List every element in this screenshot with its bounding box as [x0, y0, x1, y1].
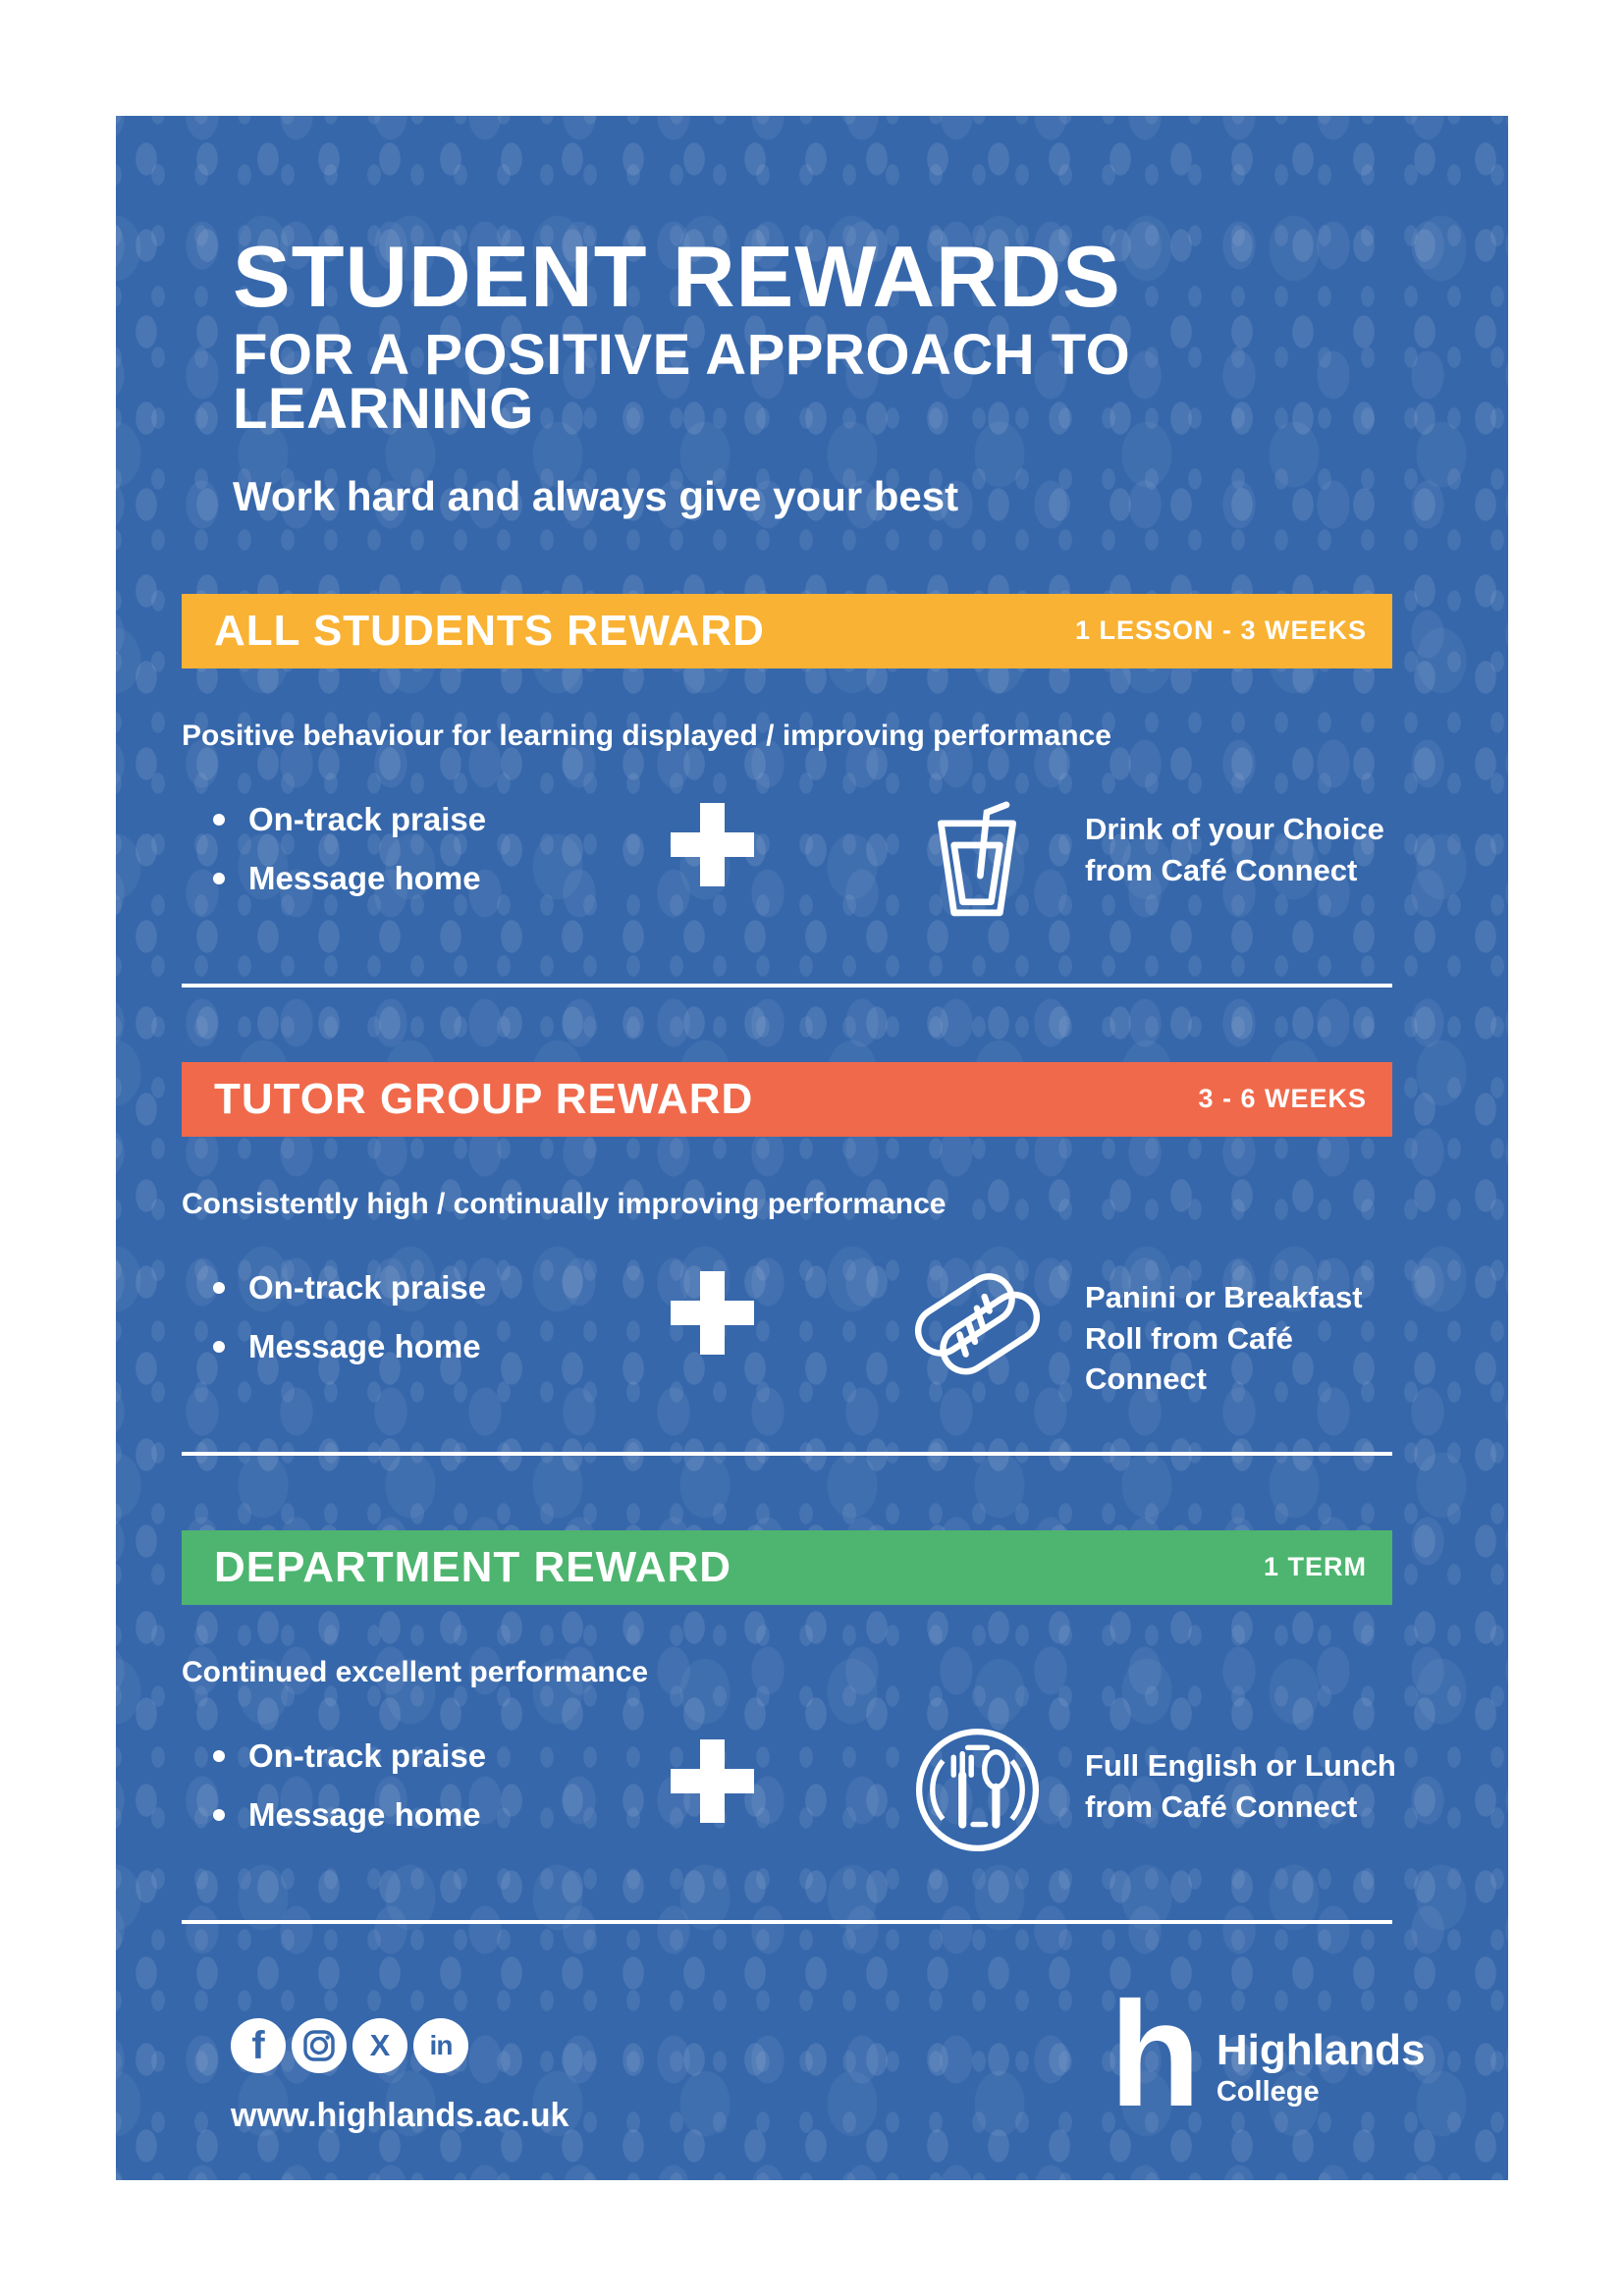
bullet-list	[182, 797, 506, 901]
banner-label: ALL STUDENTS REWARD	[214, 606, 765, 655]
bullet-item: On-track praise	[182, 1265, 506, 1310]
x-icon[interactable]	[352, 2018, 407, 2073]
page-title: STUDENT REWARDS	[233, 228, 1121, 325]
bullet-item: Message home	[182, 1324, 506, 1369]
section-description: Consistently high / continually improving performance	[182, 1187, 947, 1220]
highlands-college-logo	[1110, 1970, 1426, 2138]
poster-header	[233, 228, 1392, 519]
bullet-list	[182, 1265, 506, 1369]
facebook-icon[interactable]	[231, 2018, 286, 2073]
poster-footer	[182, 1970, 1426, 2138]
x-glyph: X	[369, 2028, 391, 2063]
reward-text: Panini or Breakfast Roll from Café Connect	[1085, 1279, 1363, 1397]
logo-subname: College	[1216, 2076, 1320, 2109]
section-description: Positive behaviour for learning displayed / improving performance	[182, 719, 1111, 752]
bullet-item: On-track praise	[182, 1734, 506, 1779]
student-rewards-poster	[116, 116, 1508, 2180]
bullet-list	[182, 1734, 506, 1838]
section-content-row	[182, 1265, 1392, 1413]
linkedin-glyph: in	[429, 2029, 453, 2060]
banner-department	[182, 1530, 1392, 1605]
section-divider	[182, 1452, 1392, 1456]
plus-icon	[614, 1265, 810, 1355]
drink-icon	[869, 787, 1085, 923]
banner-label: DEPARTMENT REWARD	[214, 1542, 732, 1591]
panini-icon	[869, 1255, 1085, 1391]
plate-icon	[869, 1724, 1085, 1856]
banner-tutor-group	[182, 1062, 1392, 1137]
reward-text: Full English or Lunch from Café Connect	[1085, 1747, 1396, 1824]
section-divider	[182, 984, 1392, 988]
instagram-icon[interactable]	[292, 2018, 347, 2073]
bullet-item: Message home	[182, 1792, 506, 1838]
banner-timeframe: 1 LESSON - 3 WEEKS	[1074, 615, 1367, 646]
facebook-glyph: f	[251, 2023, 265, 2067]
logo-text	[1216, 2026, 1426, 2112]
logo-name: Highlands	[1216, 2026, 1426, 2075]
bullet-item: Message home	[182, 856, 506, 901]
section-content-row	[182, 1734, 1396, 1881]
linkedin-icon[interactable]	[413, 2018, 468, 2073]
page-tagline: Work hard and always give your best	[233, 472, 959, 519]
reward-text: Drink of your Choice from Café Connect	[1085, 811, 1384, 887]
section-description: Continued excellent performance	[182, 1655, 649, 1688]
plus-icon	[614, 1734, 810, 1823]
section-content-row	[182, 797, 1392, 944]
bullet-item: On-track praise	[182, 797, 506, 842]
logo-h-mark: h	[1110, 1970, 1201, 2138]
page-subtitle: FOR A POSITIVE APPROACH TO LEARNING	[233, 322, 1131, 441]
banner-label: TUTOR GROUP REWARD	[214, 1074, 754, 1123]
website-link[interactable]: www.highlands.ac.uk	[231, 2096, 569, 2134]
banner-timeframe: 3 - 6 WEEKS	[1198, 1084, 1367, 1114]
banner-timeframe: 1 TERM	[1263, 1552, 1367, 1582]
banner-all-students	[182, 594, 1392, 668]
section-divider	[182, 1920, 1392, 1924]
plus-icon	[614, 797, 810, 886]
